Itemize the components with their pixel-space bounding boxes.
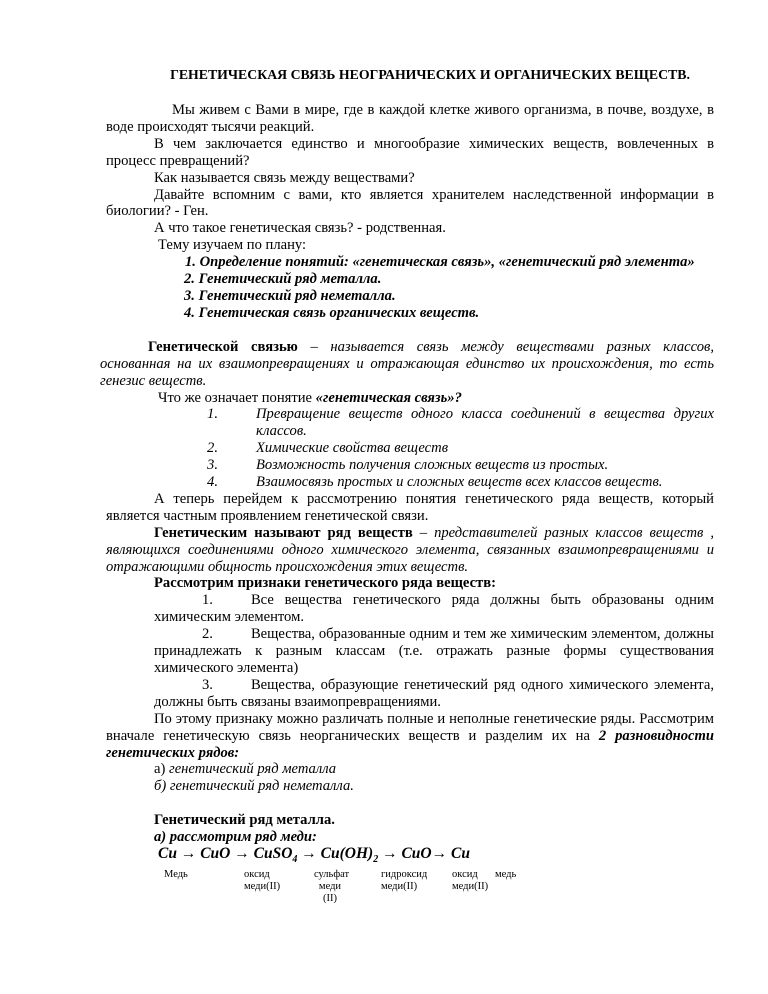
chain-arrow: → xyxy=(234,845,250,863)
list-item: 1. Все вещества генетического ряда должны быть образованы одним химическим элементом. xyxy=(154,592,714,626)
chain-arrow: → xyxy=(382,845,398,863)
signs-list xyxy=(106,592,714,710)
chain-arrow: → xyxy=(301,845,317,863)
document-page xyxy=(100,66,715,905)
list-item: 2. Химические свойства веществ xyxy=(207,440,449,457)
chain-substance: Cu xyxy=(450,845,470,863)
distinguish-emphasis: 2 разновидности генетических рядов: xyxy=(106,727,714,761)
kind-item: б) генетический ряд неметалла. xyxy=(154,778,354,795)
metal-heading: Генетический ряд металла. xyxy=(154,812,335,829)
definition-paragraph xyxy=(100,339,714,390)
meanings-list xyxy=(106,406,714,491)
plan-item: 3. Генетический ряд неметалла. xyxy=(184,287,396,304)
intro-question: В чем заключается единство и многообразие химических веществ, вовлеченных в процесс превращений? xyxy=(106,135,714,169)
plan-item: 2. Генетический ряд металла. xyxy=(184,271,382,288)
intro-paragraph: Мы живем с Вами в мире, где в каждой клетке живого организма, в почве, воздухе, в воде происходят тысячи реакций. xyxy=(106,102,714,135)
distinguish-paragraph: По этому признаку можно различать полные и неполные генетические ряды. Рассмотрим вначале генетическую связь неорганических веществ и разделим их на 2 разновидности генетических рядов: xyxy=(106,710,714,761)
definition-term: Генетической связью xyxy=(148,338,298,355)
plan-item: 1. Определение понятий: «генетическая связь», «генетический ряд элемента» xyxy=(185,254,695,271)
definition-text: – называется связь между веществами разных классов, основанная на их взаимопревращениях и отражающая единство их происхождения, то есть генезис веществ. xyxy=(100,338,715,389)
chain-substance: CuO xyxy=(200,845,231,863)
question-term: «генетическая связь»? xyxy=(315,389,462,406)
substance-name: гидроксид меди(II) xyxy=(381,869,428,893)
meaning-question xyxy=(106,390,714,407)
reaction-chain xyxy=(106,846,714,869)
chain-substance: CuO xyxy=(401,845,432,863)
substance-name: сульфат меди (II) xyxy=(314,869,350,905)
substance-names: Медь оксид меди(II) сульфат меди (II) гидроксид меди(II) оксид меди(II) медь xyxy=(164,869,517,905)
intro-question: Как называется связь между веществами? xyxy=(154,169,415,186)
substance-name: оксид меди(II) xyxy=(452,869,489,893)
copper-heading: а) рассмотрим ряд меди: xyxy=(154,829,317,846)
chain-substance: CuSO$_4$ xyxy=(253,845,298,866)
document-title: ГЕНЕТИЧЕСКАЯ СВЯЗЬ НЕОГРАНИЧЕСКИХ И ОРГАНИЧЕСКИХ ВЕЩЕСТВ. xyxy=(170,67,690,82)
list-item: 2. Вещества, образованные одним и тем же химическим элементом, должны принадлежать к разным классам (т.е. отражать разные формы существования химического элемента) xyxy=(154,626,714,676)
list-item: 3. Возможность получения сложных веществ из простых. xyxy=(207,457,609,474)
series-text: – представителей разных классов веществ , являющихся соединениями одного химического элемента, связанных взаимопревращениями и отражающими общность происхождения этих веществ. xyxy=(106,524,714,575)
substance-name: оксид меди(II) xyxy=(244,869,281,893)
series-definition xyxy=(106,525,714,576)
intro-question: Давайте вспомним с вами, кто является хранителем наследственной информации в биологии? - Ген. xyxy=(106,186,714,220)
intro-question: А что такое генетическая связь? - родственная. xyxy=(154,220,446,237)
transition-paragraph: А теперь перейдем к рассмотрению понятия генетического ряда веществ, который является частным проявлением генетической связи. xyxy=(106,490,714,524)
chain-arrow: → xyxy=(180,845,197,863)
plan-intro: Тему изучаем по плану: xyxy=(158,237,307,254)
question-prefix: Что же означает понятие xyxy=(158,389,316,406)
kind-item: а) генетический ряд металла xyxy=(154,761,337,778)
list-item: 3. Вещества, образующие генетический ряд одного химического элемента, должны быть связаны взаимопревращениями. xyxy=(154,676,714,710)
plan-item: 4. Генетическая связь органических веществ. xyxy=(184,304,480,321)
list-item: 4. Взаимосвязь простых и сложных веществ всех классов веществ. xyxy=(207,474,663,491)
chain-substance: $Cu(OH)_2$ xyxy=(320,845,379,866)
chain-arrow: → xyxy=(431,845,448,863)
chain-substance: Cu xyxy=(158,845,177,863)
series-term: Генетическим называют ряд веществ xyxy=(154,524,413,541)
signs-heading: Рассмотрим признаки генетического ряда веществ: xyxy=(154,575,496,592)
list-item: 1. Превращение веществ одного класса соединений в вещества других классов. xyxy=(207,406,714,440)
